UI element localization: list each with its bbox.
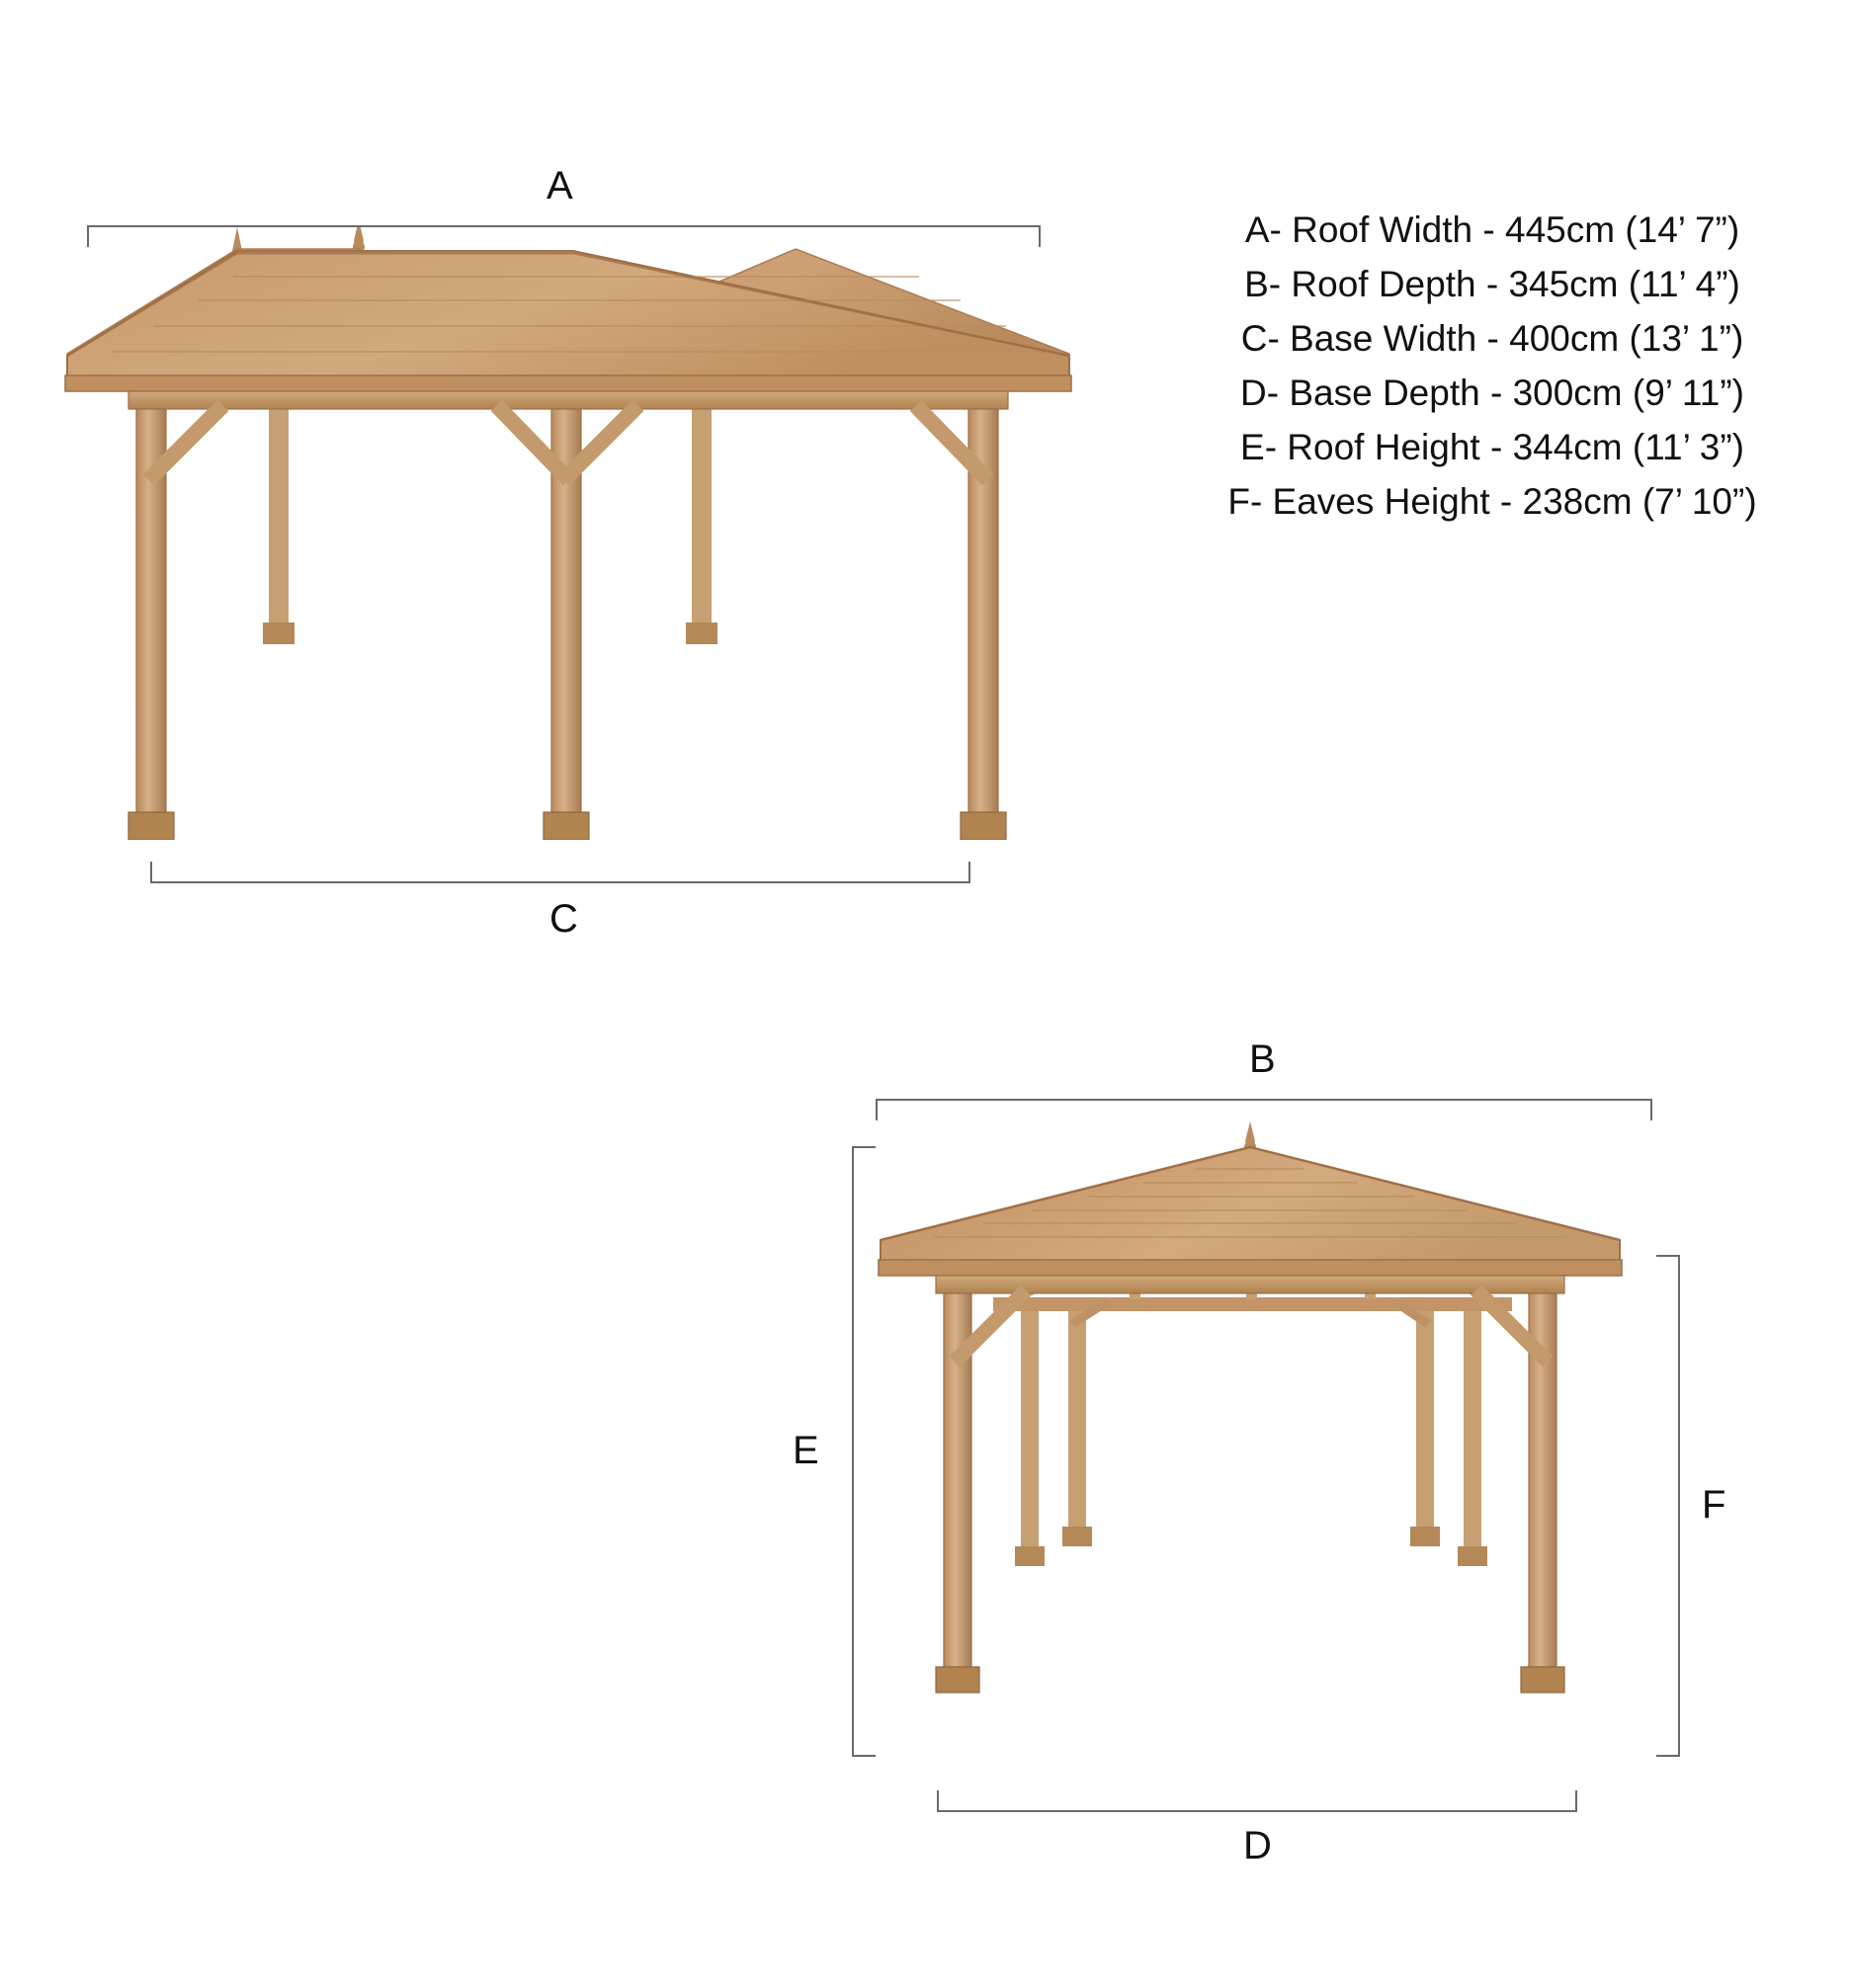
dimension-label-c: C (549, 897, 578, 941)
dimension-label-b: B (1249, 1037, 1276, 1081)
spec-line-f: F- Eaves Height - 238cm (7’ 10”) (1227, 481, 1757, 522)
spec-line-c: C- Base Width - 400cm (13’ 1”) (1240, 318, 1744, 359)
dimension-rule-f (1656, 1255, 1680, 1757)
dimension-label-e: E (793, 1429, 819, 1472)
front-elevation-illustration (59, 227, 1077, 840)
dimension-rule-a (87, 225, 1041, 247)
spec-line-b: B- Roof Depth - 345cm (11’ 4”) (1244, 264, 1740, 304)
spec-line-d: D- Base Depth - 300cm (9’ 11”) (1240, 373, 1744, 413)
dimension-label-f: F (1702, 1483, 1726, 1527)
specification-list (1146, 203, 1838, 529)
spec-line-a: A- Roof Width - 445cm (14’ 7”) (1244, 209, 1740, 250)
dimension-rule-d (937, 1790, 1577, 1812)
dimension-rule-e (852, 1146, 876, 1757)
dimension-label-d: D (1243, 1824, 1272, 1867)
dimension-label-a: A (547, 164, 573, 207)
dimension-rule-b (876, 1099, 1652, 1120)
side-elevation-illustration (875, 1121, 1626, 1759)
dimension-rule-c (150, 862, 970, 883)
spec-line-e: E- Roof Height - 344cm (11’ 3”) (1240, 427, 1744, 467)
